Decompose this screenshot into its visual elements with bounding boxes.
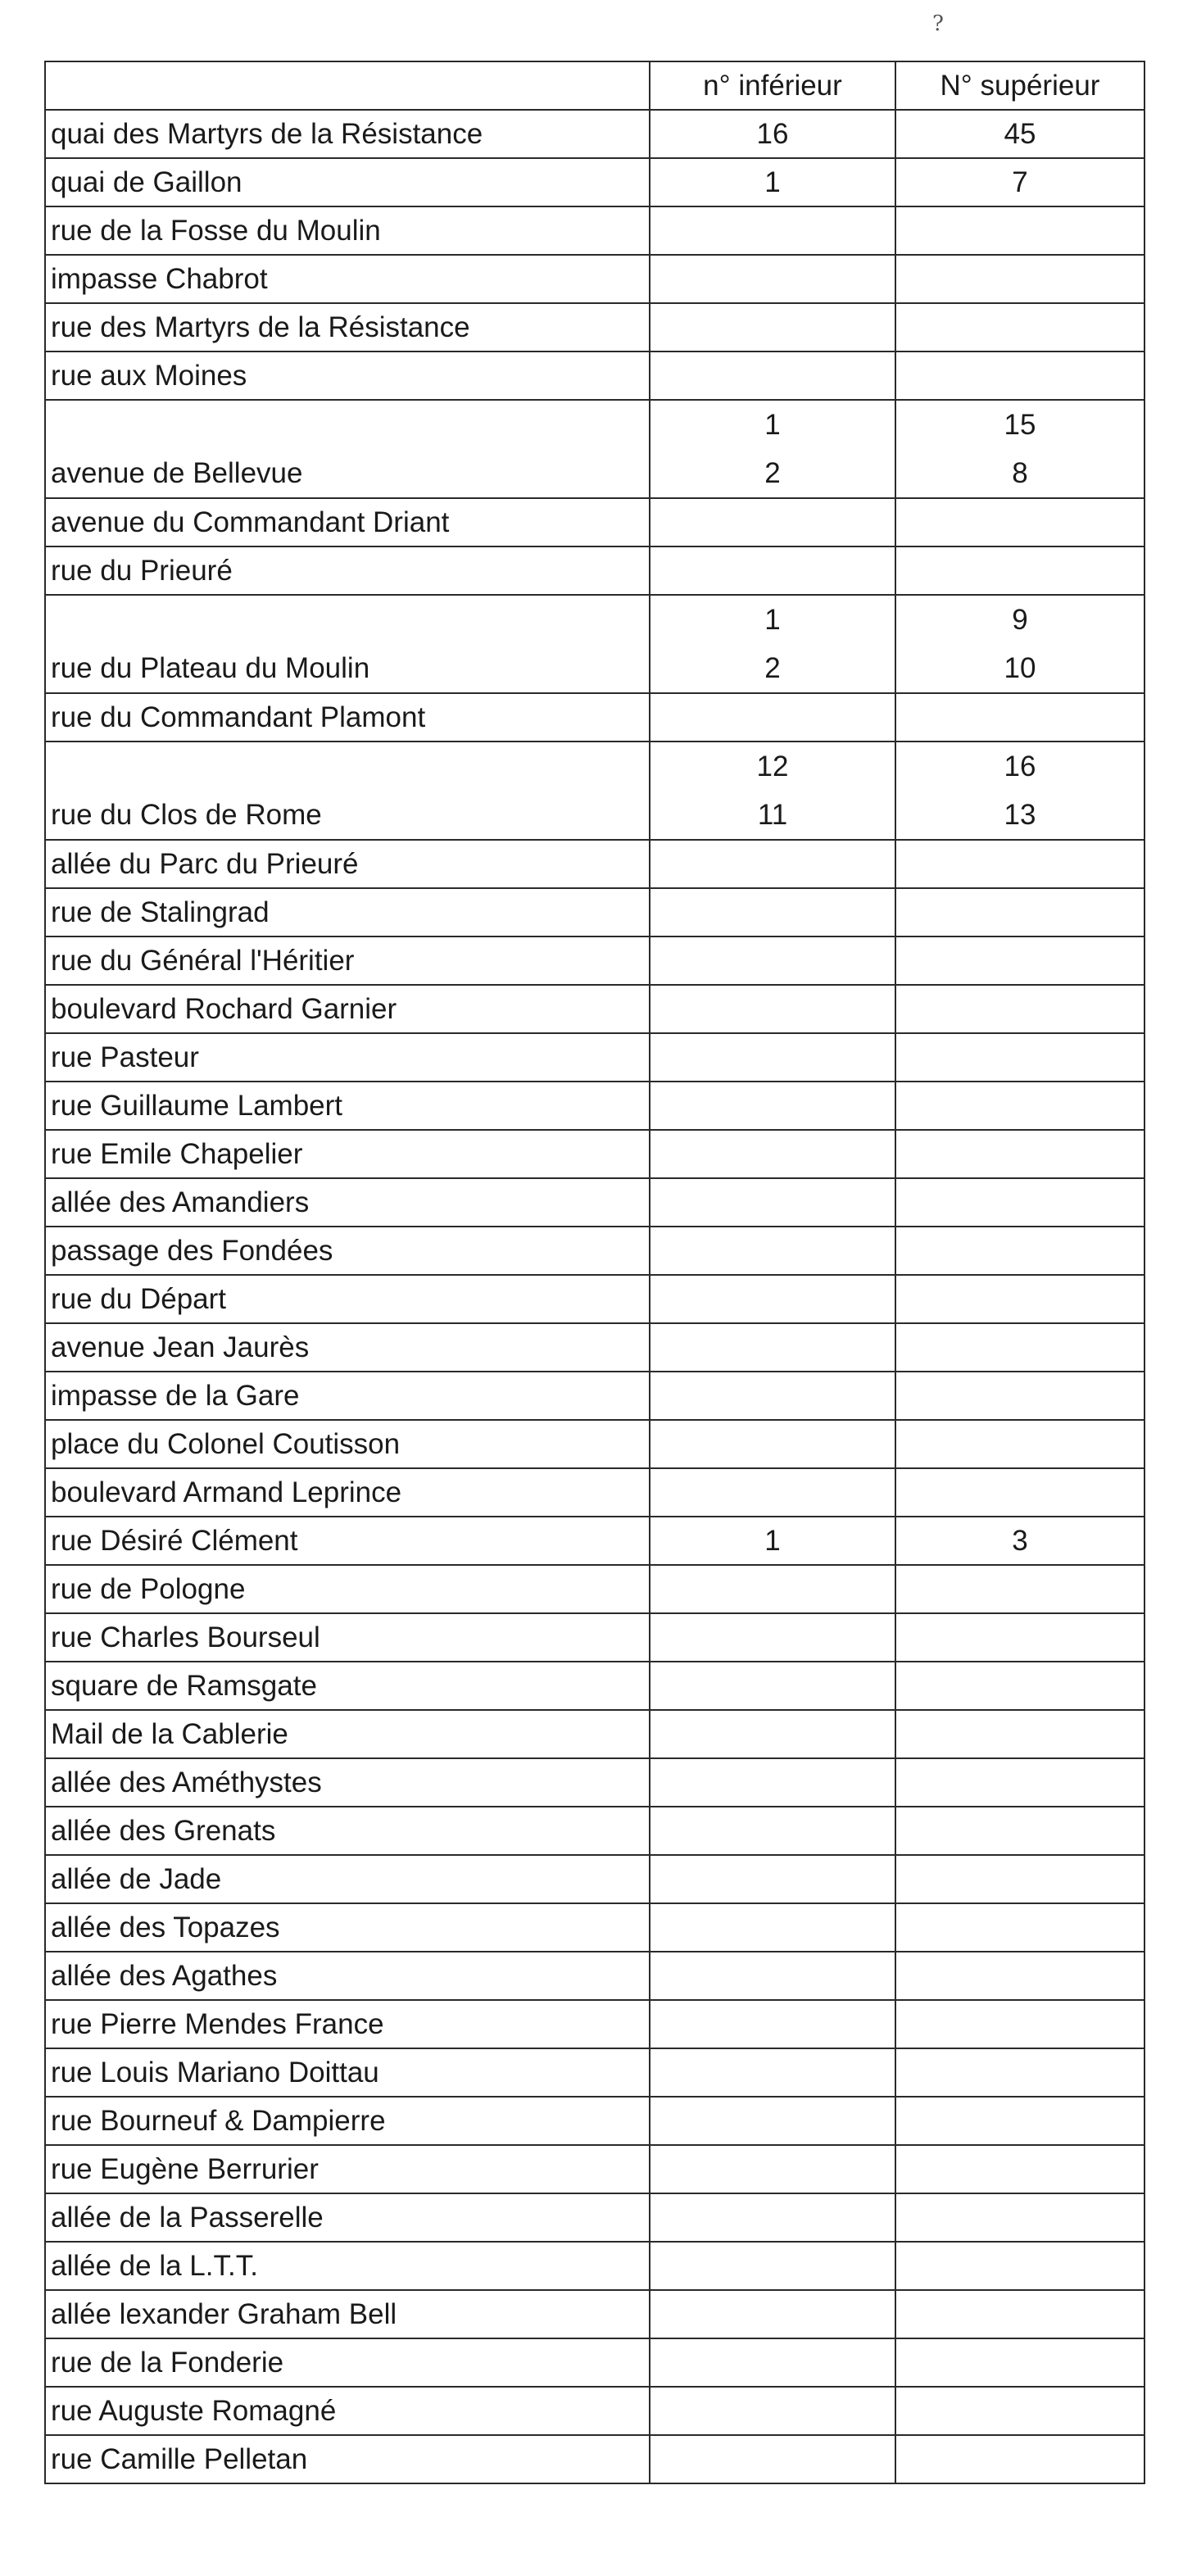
lower-number-value: 12 <box>756 751 789 782</box>
lower-number-cell <box>650 400 895 498</box>
table-row <box>45 1613 1144 1662</box>
upper-number-cell <box>895 1807 1144 1855</box>
lower-number-cell <box>650 888 895 937</box>
lower-number-cell <box>650 2145 895 2193</box>
upper-number-cell <box>895 985 1144 1033</box>
table-row <box>45 2387 1144 2435</box>
table-row <box>45 1323 1144 1372</box>
table-row <box>45 1517 1144 1565</box>
upper-number-cell <box>895 937 1144 985</box>
street-name-cell: rue de la Fosse du Moulin <box>45 206 650 255</box>
upper-number-cell <box>895 1662 1144 1710</box>
street-name-cell: rue des Martyrs de la Résistance <box>45 303 650 351</box>
table-row <box>45 742 1144 840</box>
header-street-name <box>45 61 650 110</box>
lower-number-cell <box>650 1178 895 1227</box>
upper-number-cell <box>895 2048 1144 2097</box>
lower-number-cell <box>650 2435 895 2483</box>
street-name-cell: rue Louis Mariano Doittau <box>45 2048 650 2097</box>
upper-number-value: 45 <box>1004 118 1036 150</box>
table-row <box>45 1178 1144 1227</box>
street-name-cell: allée de la L.T.T. <box>45 2242 650 2290</box>
lower-number-cell <box>650 1903 895 1952</box>
table-row <box>45 1758 1144 1807</box>
upper-number-value: 15 <box>1004 409 1036 441</box>
lower-number-cell <box>650 110 895 158</box>
upper-number-cell <box>895 546 1144 595</box>
table-row <box>45 1130 1144 1178</box>
table-row <box>45 2338 1144 2387</box>
lower-number-cell <box>650 206 895 255</box>
street-name-cell: rue Pasteur <box>45 1033 650 1082</box>
table-row <box>45 206 1144 255</box>
upper-number-cell <box>895 158 1144 206</box>
upper-number-cell <box>895 1227 1144 1275</box>
upper-number-cell <box>895 255 1144 303</box>
table-row <box>45 2000 1144 2048</box>
table-row <box>45 110 1144 158</box>
street-name-cell: allée des Améthystes <box>45 1758 650 1807</box>
upper-number-cell <box>895 840 1144 888</box>
upper-number-cell <box>895 1420 1144 1468</box>
table-row <box>45 1710 1144 1758</box>
lower-number-value: 1 <box>764 1525 781 1557</box>
table-row <box>45 2242 1144 2290</box>
table-row <box>45 2193 1144 2242</box>
street-name-cell: Mail de la Cablerie <box>45 1710 650 1758</box>
upper-number-cell <box>895 2145 1144 2193</box>
street-name-cell: avenue Jean Jaurès <box>45 1323 650 1372</box>
lower-number-cell <box>650 1565 895 1613</box>
lower-number-cell <box>650 1372 895 1420</box>
lower-number-cell <box>650 351 895 400</box>
lower-number-cell <box>650 1807 895 1855</box>
lower-number-value: 11 <box>757 799 788 831</box>
table-row <box>45 2097 1144 2145</box>
street-name-cell: rue Camille Pelletan <box>45 2435 650 2483</box>
street-name-cell: rue Emile Chapelier <box>45 1130 650 1178</box>
street-name-cell: allée de Jade <box>45 1855 650 1903</box>
lower-number-cell <box>650 1130 895 1178</box>
upper-number-cell <box>895 1517 1144 1565</box>
header-row <box>45 61 1144 110</box>
upper-number-cell <box>895 1710 1144 1758</box>
upper-number-cell <box>895 2242 1144 2290</box>
upper-number-cell <box>895 1372 1144 1420</box>
lower-number-cell <box>650 1275 895 1323</box>
street-name-cell: allée des Topazes <box>45 1903 650 1952</box>
street-name-cell: boulevard Rochard Garnier <box>45 985 650 1033</box>
upper-number-value: 16 <box>1004 751 1036 782</box>
lower-number-cell <box>650 1323 895 1372</box>
table-row <box>45 2435 1144 2483</box>
lower-number-cell <box>650 158 895 206</box>
table-row <box>45 303 1144 351</box>
street-name-cell: allée du Parc du Prieuré <box>45 840 650 888</box>
upper-number-cell <box>895 742 1144 840</box>
upper-number-cell <box>895 2290 1144 2338</box>
table-row <box>45 1420 1144 1468</box>
upper-number-cell <box>895 1903 1144 1952</box>
lower-number-cell <box>650 2097 895 2145</box>
street-name-cell: rue de la Fonderie <box>45 2338 650 2387</box>
street-name-cell: rue Charles Bourseul <box>45 1613 650 1662</box>
upper-number-cell <box>895 1130 1144 1178</box>
header-upper-number: N° supérieur <box>895 61 1144 110</box>
street-name-cell: rue Bourneuf & Dampierre <box>45 2097 650 2145</box>
upper-number-cell <box>895 1758 1144 1807</box>
upper-number-cell <box>895 303 1144 351</box>
table-row <box>45 2048 1144 2097</box>
street-name-cell: rue Auguste Romagné <box>45 2387 650 2435</box>
street-name-cell: rue aux Moines <box>45 351 650 400</box>
upper-number-value: 13 <box>1004 799 1036 831</box>
lower-number-value: 16 <box>756 118 789 150</box>
upper-number-cell <box>895 595 1144 693</box>
street-name-cell: impasse Chabrot <box>45 255 650 303</box>
upper-number-cell <box>895 1565 1144 1613</box>
table-body <box>45 110 1144 2483</box>
street-name-cell: passage des Fondées <box>45 1227 650 1275</box>
lower-number-cell <box>650 2290 895 2338</box>
upper-number-cell <box>895 2338 1144 2387</box>
street-name-cell: rue du Clos de Rome <box>45 742 650 840</box>
upper-number-cell <box>895 498 1144 546</box>
lower-number-value: 1 <box>764 604 781 636</box>
lower-number-cell <box>650 1662 895 1710</box>
upper-number-cell <box>895 1178 1144 1227</box>
upper-number-value: 10 <box>1004 652 1036 684</box>
upper-number-cell <box>895 2000 1144 2048</box>
upper-number-value: 3 <box>1012 1525 1028 1557</box>
street-name-cell: boulevard Armand Leprince <box>45 1468 650 1517</box>
street-name-cell: allée des Agathes <box>45 1952 650 2000</box>
upper-number-cell <box>895 110 1144 158</box>
street-name-cell: rue du Commandant Plamont <box>45 693 650 742</box>
lower-number-value: 1 <box>764 409 781 441</box>
lower-number-cell <box>650 1082 895 1130</box>
lower-number-cell <box>650 1952 895 2000</box>
table-row <box>45 2290 1144 2338</box>
street-name-cell: allée lexander Graham Bell <box>45 2290 650 2338</box>
lower-number-cell <box>650 2338 895 2387</box>
street-name-cell: rue du Plateau du Moulin <box>45 595 650 693</box>
lower-number-cell <box>650 1855 895 1903</box>
lower-number-cell <box>650 2387 895 2435</box>
table-row <box>45 546 1144 595</box>
table-row <box>45 351 1144 400</box>
lower-number-cell <box>650 2000 895 2048</box>
lower-number-cell <box>650 1758 895 1807</box>
table-row <box>45 985 1144 1033</box>
table-row <box>45 937 1144 985</box>
upper-number-cell <box>895 2193 1144 2242</box>
lower-number-cell <box>650 1710 895 1758</box>
street-name-cell: impasse de la Gare <box>45 1372 650 1420</box>
upper-number-cell <box>895 1855 1144 1903</box>
table-row <box>45 888 1144 937</box>
table-row <box>45 1275 1144 1323</box>
street-numbers-table <box>44 61 1145 2484</box>
upper-number-cell <box>895 2097 1144 2145</box>
lower-number-cell <box>650 1613 895 1662</box>
table-row <box>45 1807 1144 1855</box>
upper-number-cell <box>895 2435 1144 2483</box>
table-row <box>45 1468 1144 1517</box>
street-name-cell: rue Désiré Clément <box>45 1517 650 1565</box>
table-row <box>45 255 1144 303</box>
table-row <box>45 1565 1144 1613</box>
table-row <box>45 1082 1144 1130</box>
upper-number-cell <box>895 1468 1144 1517</box>
street-name-cell: avenue du Commandant Driant <box>45 498 650 546</box>
street-name-cell: rue Eugène Berrurier <box>45 2145 650 2193</box>
upper-number-cell <box>895 1275 1144 1323</box>
lower-number-cell <box>650 546 895 595</box>
lower-number-cell <box>650 498 895 546</box>
street-name-cell: rue Guillaume Lambert <box>45 1082 650 1130</box>
lower-number-cell <box>650 255 895 303</box>
upper-number-cell <box>895 1952 1144 2000</box>
lower-number-value: 1 <box>764 166 781 198</box>
upper-number-cell <box>895 888 1144 937</box>
upper-number-cell <box>895 1082 1144 1130</box>
table-row <box>45 1227 1144 1275</box>
table-row <box>45 1662 1144 1710</box>
lower-number-cell <box>650 840 895 888</box>
table-row <box>45 595 1144 693</box>
street-name-cell: square de Ramsgate <box>45 1662 650 1710</box>
lower-number-cell <box>650 1420 895 1468</box>
lower-number-cell <box>650 937 895 985</box>
street-name-cell: allée des Amandiers <box>45 1178 650 1227</box>
table-row <box>45 2145 1144 2193</box>
upper-number-cell <box>895 1613 1144 1662</box>
upper-number-cell <box>895 2387 1144 2435</box>
header-lower-number: n° inférieur <box>650 61 895 110</box>
street-name-cell: rue du Prieuré <box>45 546 650 595</box>
lower-number-cell <box>650 2242 895 2290</box>
table-row <box>45 1952 1144 2000</box>
street-name-cell: rue du Départ <box>45 1275 650 1323</box>
lower-number-cell <box>650 2048 895 2097</box>
street-name-cell: rue de Pologne <box>45 1565 650 1613</box>
lower-number-cell <box>650 2193 895 2242</box>
lower-number-cell <box>650 1227 895 1275</box>
lower-number-cell <box>650 595 895 693</box>
lower-number-cell <box>650 693 895 742</box>
handwritten-question-mark: ? <box>932 11 944 36</box>
street-name-cell: quai des Martyrs de la Résistance <box>45 110 650 158</box>
lower-number-cell <box>650 1468 895 1517</box>
street-name-cell: rue du Général l'Héritier <box>45 937 650 985</box>
table-row <box>45 1372 1144 1420</box>
table-row <box>45 840 1144 888</box>
upper-number-cell <box>895 1033 1144 1082</box>
upper-number-cell <box>895 693 1144 742</box>
table-row <box>45 1033 1144 1082</box>
lower-number-cell <box>650 303 895 351</box>
lower-number-value: 2 <box>764 652 781 684</box>
upper-number-cell <box>895 206 1144 255</box>
table-row <box>45 693 1144 742</box>
lower-number-value: 2 <box>764 457 781 489</box>
street-name-cell: avenue de Bellevue <box>45 400 650 498</box>
street-name-cell: allée des Grenats <box>45 1807 650 1855</box>
street-name-cell: quai de Gaillon <box>45 158 650 206</box>
street-name-cell: rue Pierre Mendes France <box>45 2000 650 2048</box>
table-row <box>45 158 1144 206</box>
upper-number-value: 9 <box>1012 604 1028 636</box>
street-name-cell: place du Colonel Coutisson <box>45 1420 650 1468</box>
upper-number-value: 7 <box>1012 166 1028 198</box>
table-row <box>45 1903 1144 1952</box>
table-row <box>45 400 1144 498</box>
table-row <box>45 1855 1144 1903</box>
lower-number-cell <box>650 1033 895 1082</box>
lower-number-cell <box>650 1517 895 1565</box>
street-name-cell: rue de Stalingrad <box>45 888 650 937</box>
street-name-cell: allée de la Passerelle <box>45 2193 650 2242</box>
upper-number-cell <box>895 1323 1144 1372</box>
table-row <box>45 498 1144 546</box>
lower-number-cell <box>650 985 895 1033</box>
upper-number-cell <box>895 400 1144 498</box>
lower-number-cell <box>650 742 895 840</box>
upper-number-value: 8 <box>1012 457 1028 489</box>
upper-number-cell <box>895 351 1144 400</box>
